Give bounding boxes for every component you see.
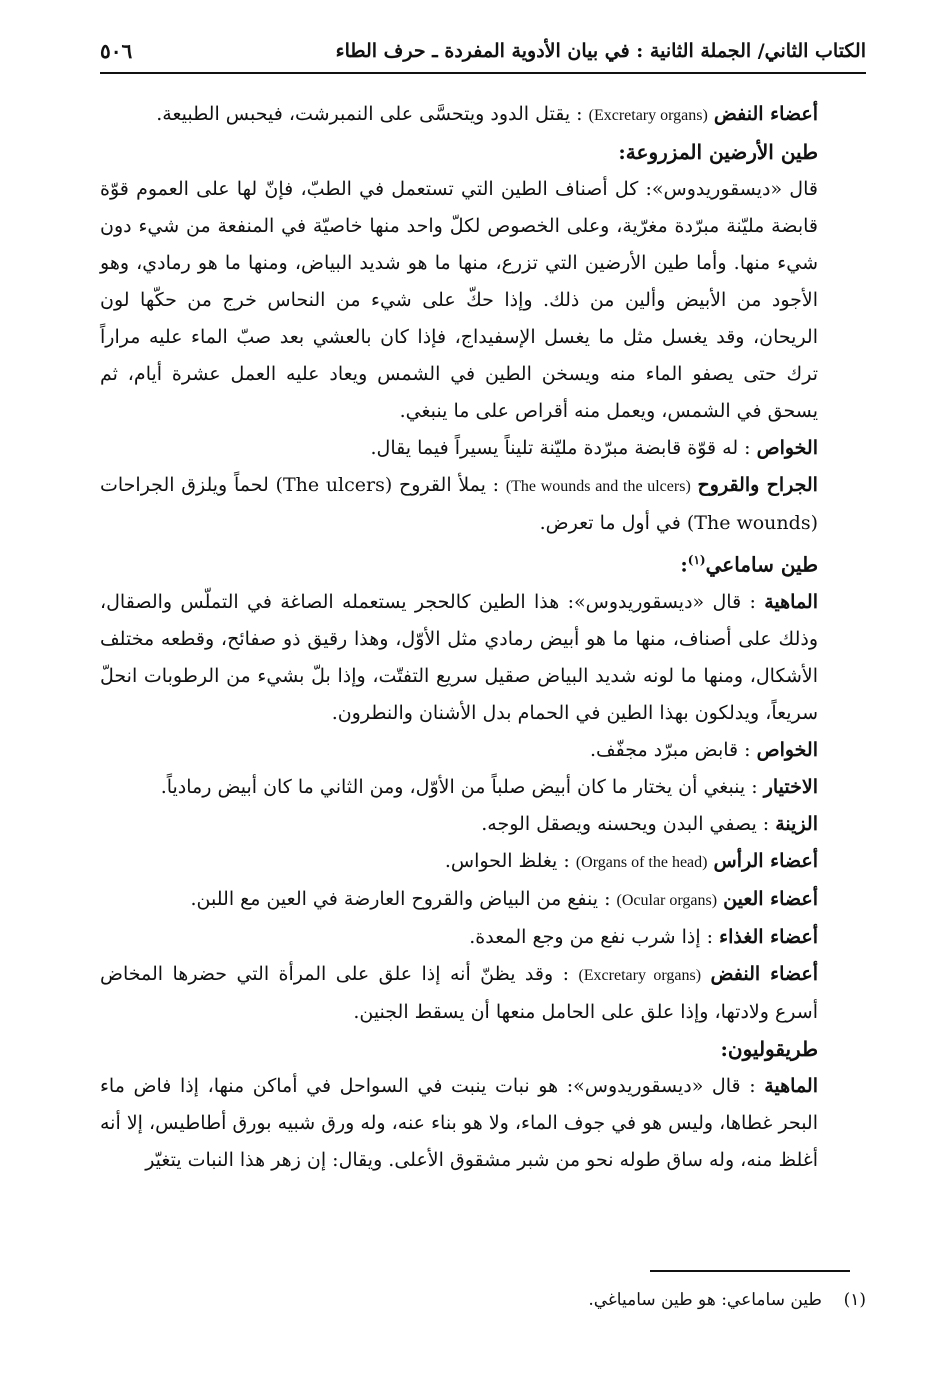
entry-text: : قال «ديسقوريدوس»: هذا الطين كالحجر يستعمله الصاغة في التملّس والصقال، وذلك على أصناف، منها ما هو أبيض رمادي مثل الأوّل، وهذا رقيق ذو صفائح، وقطعه مختلف الأشكال، ومنها ما لونه شديد البياض صقيل سريع التفتّت، وإذا بلّ بشيء من الرطوبات انحلّ سريعاً، ويدلكون بهذا الطين في الحمام بدل الأشنان والنطرون. bbox=[100, 590, 819, 724]
footnote-marker: (١) bbox=[843, 1290, 866, 1310]
entry-label: أعضاء العين bbox=[723, 887, 818, 910]
section-heading bbox=[100, 542, 866, 584]
footnote-ref: (١) bbox=[687, 553, 706, 567]
entry-text: : يغلظ الحواس. bbox=[444, 849, 570, 872]
entry-text: : يصفي البدن ويحسنه ويصقل الوجه. bbox=[481, 812, 770, 835]
entry-paragraph bbox=[100, 843, 866, 881]
entry-paragraph bbox=[100, 467, 866, 542]
page-header bbox=[100, 30, 866, 74]
entry-label: الزينة bbox=[775, 812, 818, 835]
english-term: (Excretary organs) bbox=[588, 107, 708, 124]
entry-label: الماهية bbox=[764, 1074, 818, 1097]
entry-text: : إذا شرب نفع من وجع المعدة. bbox=[469, 925, 714, 948]
english-term: (The wounds and the ulcers) bbox=[505, 478, 691, 495]
entry-text: : ينبغي أن يختار ما كان أبيض صلباً من الأوّل، ومن الثاني ما كان أبيض رمادياً. bbox=[160, 775, 758, 798]
entry-label: أعضاء الغذاء bbox=[719, 925, 818, 948]
footnote-text: طين ساماعي: هو طين سامياغي. bbox=[588, 1290, 822, 1310]
english-term: (Organs of the head) bbox=[575, 853, 708, 871]
entry-paragraph bbox=[100, 956, 866, 1031]
heading-colon: : bbox=[680, 552, 688, 577]
entry-text: : يملأ القروح (The ulcers) لحماً ويلزق الجراحات (The wounds) في أول ما تعرض. bbox=[100, 474, 818, 534]
entry-paragraph bbox=[100, 769, 866, 806]
entry-text: : يقتل الدود ويتحسَّى على النمبرشت، فيحبس الطبيعة. bbox=[156, 103, 583, 125]
entry-paragraph bbox=[100, 1068, 866, 1179]
entry-paragraph bbox=[100, 881, 866, 919]
entry-paragraph bbox=[100, 430, 866, 467]
entry-text: : ينفع من البياض والقروح العارضة في العين مع اللبن. bbox=[190, 887, 611, 910]
entry-text: : قال «ديسقوريدوس»: هو نبات ينبت في السواحل في أماكن منها، إذا فاض ماء البحر غطاها، وليس هو في جوف الماء، ولا هو بناء عنه، وله ورق شبيه بورق أطاطيس، إلا أنه أغلظ منه، وله ساق طوله نحو من شبر مشقوق الأعلى. ويقال: إن زهر هذا النبات يتغيّر bbox=[100, 1074, 818, 1171]
entry-paragraph bbox=[100, 584, 866, 732]
heading-text: طين ساماعي bbox=[705, 552, 818, 577]
entry-label: الاختيار bbox=[763, 775, 818, 798]
entry-label: الجراح والقروح bbox=[697, 474, 818, 496]
section-heading bbox=[100, 1031, 866, 1068]
english-term: (Excretary organs) bbox=[578, 966, 702, 984]
heading-text: طريقوليون: bbox=[720, 1036, 818, 1061]
entry-label: الخواص bbox=[756, 738, 818, 761]
entry-paragraph bbox=[100, 171, 866, 430]
entry-paragraph bbox=[100, 96, 866, 134]
entry-paragraph bbox=[100, 919, 866, 956]
entry-label: أعضاء النفض bbox=[713, 103, 818, 125]
entry-text: : له قوّة قابضة مبرّدة مليّنة تليناً يسيراً فيما يقال. bbox=[370, 437, 751, 459]
entry-text: : وقد يظنّ أنه إذا علق على المرأة التي حضرها المخاض أسرع ولادتها، وإذا علق على الحامل منعها أن يسقط الجنين. bbox=[100, 962, 818, 1023]
entry-label: أعضاء الرأس bbox=[713, 849, 818, 872]
entry-label: أعضاء النفض bbox=[710, 962, 818, 985]
running-title: الكتاب الثاني/ الجملة الثانية : في بيان الأدوية المفردة ـ حرف الطاء bbox=[335, 40, 866, 62]
footnote bbox=[588, 1290, 866, 1310]
footnote-divider bbox=[650, 1270, 850, 1272]
section-heading bbox=[100, 134, 866, 171]
heading-text: طين الأرضين المزروعة: bbox=[618, 140, 818, 164]
entry-paragraph bbox=[100, 806, 866, 843]
entry-label: الماهية bbox=[764, 590, 818, 613]
entry-paragraph bbox=[100, 732, 866, 769]
page-number: ٥٠٦ bbox=[100, 39, 133, 63]
entry-text: قال «ديسقوريدوس»: كل أصناف الطين التي تستعمل في الطبّ، فإنّ لها على العموم قوّة قابضة مليّنة مبرّدة مغرّية، وعلى الخصوص لكلّ واحد منها خاصيّة في المنفعة من شيء دون شيء منها. وأما طين الأرضين التي تزرع، منها ما هو شديد البياض، ومنها ما هو رمادي، وهو الأجود من الأبيض وألين من ذلك. وإذا حكّ على شيء من النحاس خرج من حكّها لون الريحان، وقد يغسل مثل ما يغسل الإسفيداج، فإذا كان بالعشي بعد صبّ الماء عليه مراراً ترك حتى يصفو الماء منه ويسخن الطين في الشمس ويعاد عليه العمل عشرة أيام، ثم يسحق في الشمس، ويعمل منه أقراص على ما ينبغي. bbox=[100, 178, 818, 422]
entry-text: : قابض مبرّد مجفّف. bbox=[589, 738, 751, 761]
english-term: (Ocular organs) bbox=[616, 891, 718, 909]
entry-label: الخواص bbox=[756, 437, 818, 459]
page-body bbox=[100, 96, 866, 1179]
